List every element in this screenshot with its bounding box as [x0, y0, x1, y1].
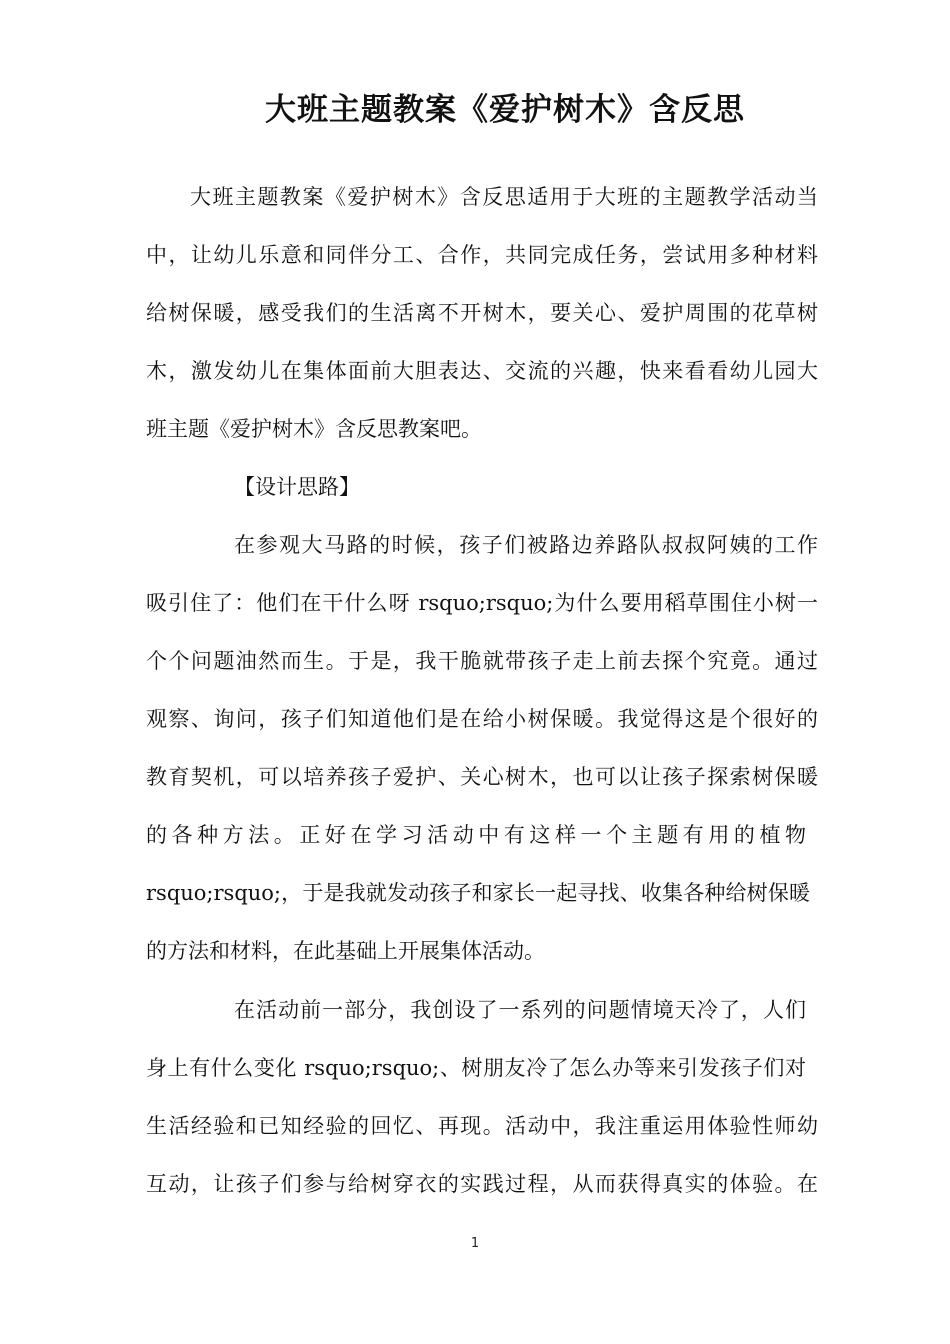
para2-line-3: 生活经验和已知经验的回忆、再现。活动中，我注重运用体验性师幼	[146, 1114, 818, 1138]
para1-line-2: 吸引住了：他们在干什么呀 rsquo;rsquo;为什么要用稻草围住小树一	[146, 591, 818, 615]
para1-line-6: 的各种方法。正好在学习活动中有这样一个主题有用的植物	[146, 823, 806, 847]
para2-line-1: 在活动前一部分，我创设了一系列的问题情境天冷了，人们	[234, 998, 806, 1022]
para1-line-7: rsquo;rsquo;，于是我就发动孩子和家长一起寻找、收集各种给树保暖	[146, 881, 810, 905]
para1-line-4: 观察、询问，孩子们知道他们是在给小树保暖。我觉得这是个很好的	[146, 707, 818, 731]
para2-line-2: 身上有什么变化 rsquo;rsquo;、树朋友冷了怎么办等来引发孩子们对	[146, 1056, 806, 1080]
intro-line-3: 给树保暖，感受我们的生活离不开树木，要关心、爱护周围的花草树	[146, 301, 818, 325]
para1-line-1: 在参观大马路的时候，孩子们被路边养路队叔叔阿姨的工作	[234, 533, 818, 557]
para2-line-4: 互动，让孩子们参与给树穿衣的实践过程，从而获得真实的体验。在	[146, 1172, 818, 1196]
intro-line-5: 班主题《爱护树木》含反思教案吧。	[146, 417, 482, 441]
para1-line-5: 教育契机，可以培养孩子爱护、关心树木，也可以让孩子探索树保暖	[146, 765, 818, 789]
section-heading: 【设计思路】	[234, 475, 360, 499]
intro-line-2: 中，让幼儿乐意和同伴分工、合作，共同完成任务，尝试用多种材料	[146, 243, 818, 267]
document-title: 大班主题教案《爱护树木》含反思	[265, 92, 745, 128]
intro-line-4: 木，激发幼儿在集体面前大胆表达、交流的兴趣，快来看看幼儿园大	[146, 359, 818, 383]
intro-line-1: 大班主题教案《爱护树木》含反思适用于大班的主题教学活动当	[190, 185, 818, 209]
page-number: 1	[470, 1236, 480, 1251]
para1-line-3: 个个问题油然而生。于是，我干脆就带孩子走上前去探个究竟。通过	[146, 649, 818, 673]
para1-line-8: 的方法和材料，在此基础上开展集体活动。	[146, 939, 545, 963]
